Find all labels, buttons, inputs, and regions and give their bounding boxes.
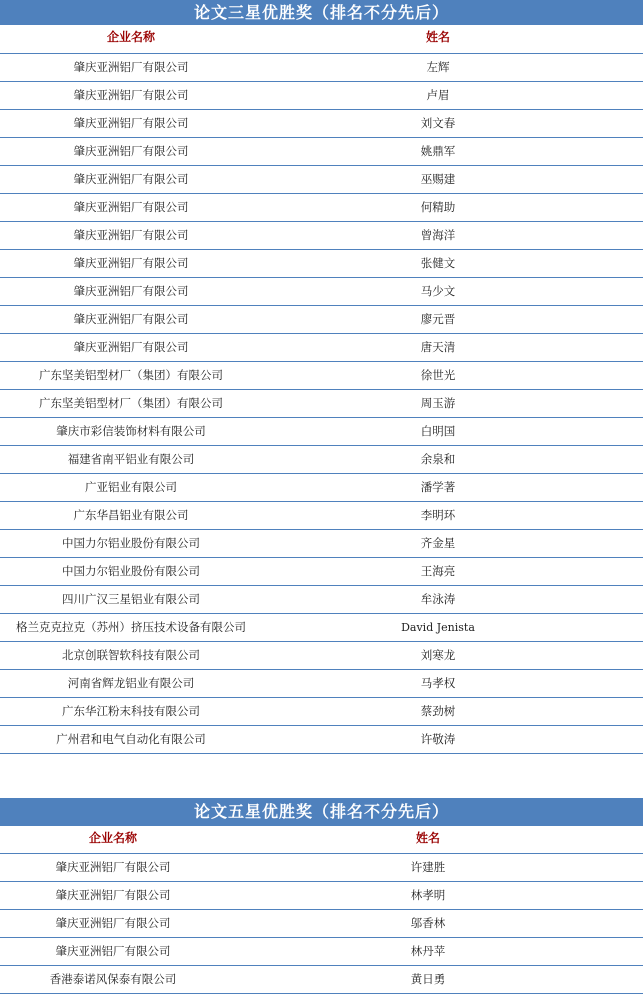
table-row: [0, 882, 643, 910]
column-header-name: 姓名: [425, 30, 450, 44]
name-cell: 徐世光: [420, 368, 456, 382]
table-header: [0, 826, 643, 854]
table-row: [0, 854, 643, 882]
name-cell: 林孝明: [410, 888, 446, 902]
name-cell: 许建胜: [410, 860, 446, 874]
company-cell: 肇庆亚洲铝厂有限公司: [73, 256, 189, 270]
column-header-company: 企业名称: [106, 30, 155, 44]
name-cell: 姚鼎军: [420, 144, 456, 158]
company-cell: 肇庆亚洲铝厂有限公司: [73, 340, 189, 354]
name-cell: 周玉游: [420, 396, 456, 410]
table-row: [0, 966, 643, 994]
name-cell: 邬香林: [410, 916, 446, 930]
name-cell: 左辉: [426, 60, 450, 74]
name-cell: 李明环: [420, 508, 456, 522]
company-cell: 肇庆亚洲铝厂有限公司: [73, 172, 189, 186]
company-cell: 肇庆亚洲铝厂有限公司: [73, 200, 189, 214]
company-cell: 肇庆亚洲铝厂有限公司: [73, 312, 189, 326]
name-cell: 白明国: [420, 424, 456, 438]
name-cell: 许敬涛: [420, 732, 456, 746]
name-cell: 潘学著: [420, 480, 456, 494]
table-row: [0, 418, 643, 446]
company-cell: 河南省辉龙铝业有限公司: [67, 676, 195, 690]
company-cell: 中国力尔铝业股份有限公司: [62, 536, 200, 550]
name-cell: 刘寒龙: [420, 648, 456, 662]
table-row: [0, 194, 643, 222]
company-cell: 广东华昌铝业有限公司: [73, 508, 189, 522]
name-cell: 张健文: [420, 256, 456, 270]
company-cell: 肇庆亚洲铝厂有限公司: [73, 228, 189, 242]
table-body: [0, 854, 643, 994]
company-cell: 肇庆亚洲铝厂有限公司: [73, 88, 189, 102]
name-cell: 黄日勇: [410, 972, 446, 986]
name-cell: 刘文春: [420, 116, 456, 130]
section-gap: [0, 754, 643, 798]
name-cell: David Jenista: [401, 621, 475, 634]
company-cell: 肇庆市彩信装饰材料有限公司: [56, 424, 206, 438]
table-row: [0, 938, 643, 966]
company-cell: 肇庆亚洲铝厂有限公司: [55, 860, 171, 874]
table-row: [0, 222, 643, 250]
company-cell: 肇庆亚洲铝厂有限公司: [73, 144, 189, 158]
table-row: [0, 306, 643, 334]
name-cell: 马少文: [420, 284, 456, 298]
table-row: [0, 278, 643, 306]
company-cell: 北京创联智软科技有限公司: [62, 648, 200, 662]
table-row: [0, 110, 643, 138]
name-cell: 蔡劲树: [420, 704, 456, 718]
company-cell: 广亚铝业有限公司: [85, 480, 177, 494]
company-cell: 福建省南平铝业有限公司: [67, 452, 195, 466]
company-cell: 中国力尔铝业股份有限公司: [62, 564, 200, 578]
table-row: [0, 446, 643, 474]
table-row: [0, 54, 643, 82]
name-cell: 卢眉: [426, 88, 450, 102]
section-title: 论文三星优胜奖（排名不分先后）: [0, 0, 643, 25]
name-cell: 唐天清: [420, 340, 456, 354]
company-cell: 广州君和电气自动化有限公司: [56, 732, 206, 746]
company-cell: 格兰克克拉克（苏州）挤压技术设备有限公司: [16, 620, 246, 634]
table-row: [0, 138, 643, 166]
table-body: [0, 54, 643, 754]
table-row: [0, 698, 643, 726]
table-row: [0, 614, 643, 642]
company-cell: 广东华江粉末科技有限公司: [62, 704, 200, 718]
name-cell: 马孝权: [420, 676, 456, 690]
column-header-name: 姓名: [415, 831, 440, 845]
name-cell: 齐金星: [420, 536, 456, 550]
name-cell: 余泉和: [420, 452, 456, 466]
table-row: [0, 586, 643, 614]
company-cell: 香港泰诺风保泰有限公司: [49, 972, 177, 986]
name-cell: 曾海洋: [420, 228, 456, 242]
table-row: [0, 166, 643, 194]
column-header-company: 企业名称: [88, 831, 137, 845]
section-title: 论文五星优胜奖（排名不分先后）: [0, 798, 643, 826]
table-row: [0, 642, 643, 670]
company-cell: 肇庆亚洲铝厂有限公司: [55, 944, 171, 958]
table-row: [0, 362, 643, 390]
name-cell: 牟泳涛: [420, 592, 456, 606]
company-cell: 肇庆亚洲铝厂有限公司: [73, 60, 189, 74]
table-row: [0, 502, 643, 530]
company-cell: 肇庆亚洲铝厂有限公司: [55, 916, 171, 930]
table-row: [0, 334, 643, 362]
table-row: [0, 670, 643, 698]
table-row: [0, 250, 643, 278]
table-row: [0, 82, 643, 110]
company-cell: 肇庆亚洲铝厂有限公司: [73, 284, 189, 298]
table-row: [0, 726, 643, 754]
company-cell: 肇庆亚洲铝厂有限公司: [55, 888, 171, 902]
name-cell: 廖元晋: [420, 312, 456, 326]
table-row: [0, 390, 643, 418]
company-cell: 四川广汉三星铝业有限公司: [62, 592, 200, 606]
name-cell: 林丹苹: [410, 944, 446, 958]
table-row: [0, 558, 643, 586]
name-cell: 巫赐建: [420, 172, 456, 186]
table-header: [0, 25, 643, 54]
company-cell: 广东坚美铝型材厂（集团）有限公司: [39, 368, 223, 382]
table-row: [0, 530, 643, 558]
name-cell: 王海亮: [420, 564, 456, 578]
company-cell: 肇庆亚洲铝厂有限公司: [73, 116, 189, 130]
company-cell: 广东坚美铝型材厂（集团）有限公司: [39, 396, 223, 410]
table-row: [0, 474, 643, 502]
award-section-five-star: [0, 798, 643, 994]
table-row: [0, 910, 643, 938]
name-cell: 何精助: [420, 200, 456, 214]
